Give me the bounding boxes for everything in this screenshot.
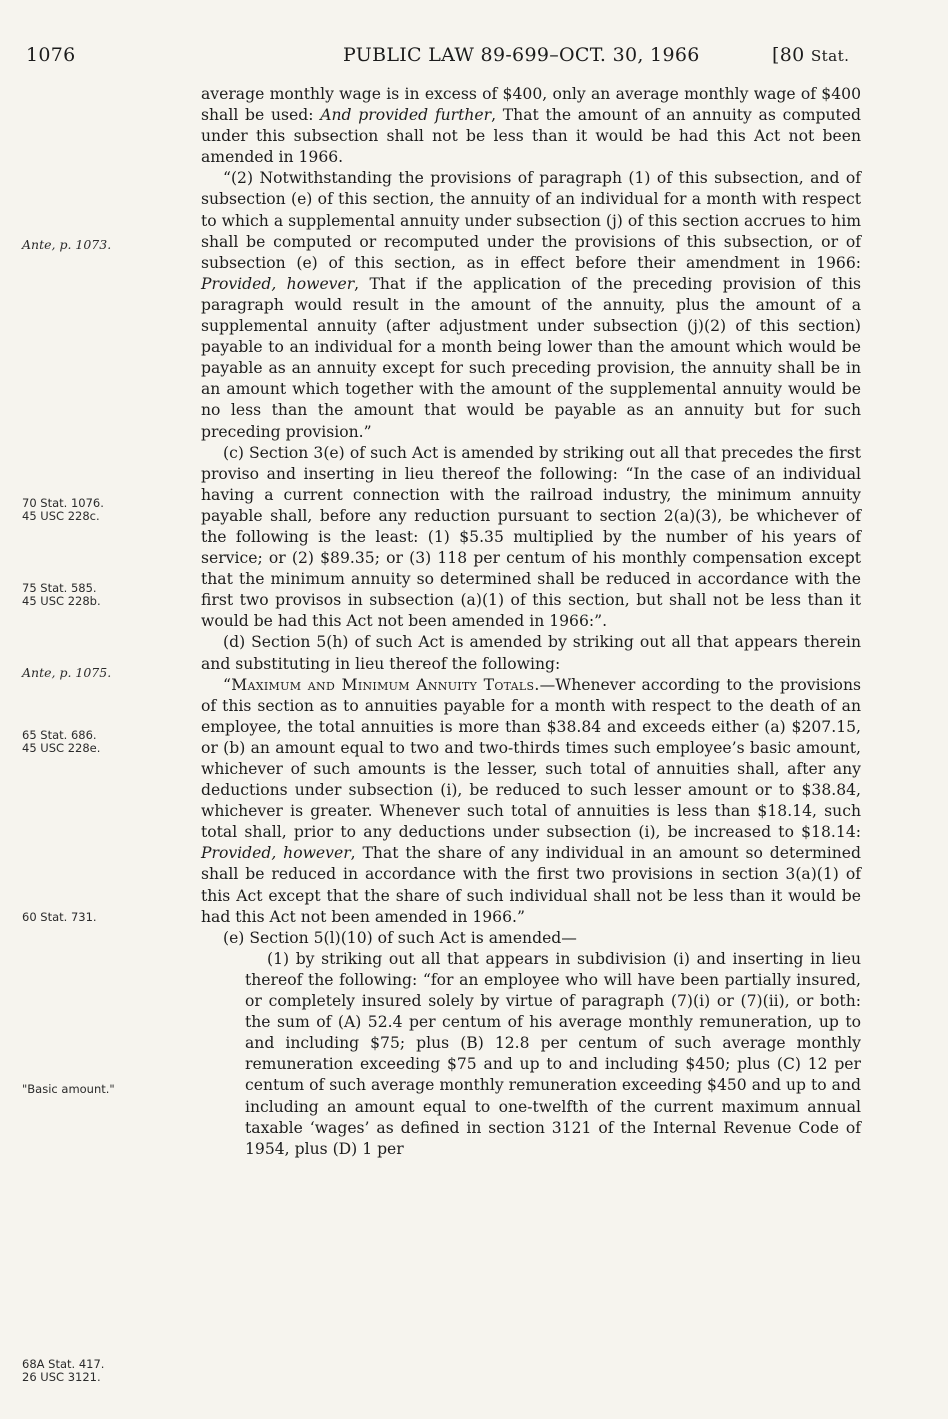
volume-reference: [80 Stat.	[772, 44, 850, 66]
margin-note-ante-1075: Ante, p. 1075.	[22, 665, 112, 680]
margin-note-ante-1073: Ante, p. 1073.	[22, 237, 112, 252]
section-heading: “Maximum and Minimum Annuity Totals.	[223, 675, 540, 694]
paragraph-2-notwithstanding: “(2) Notwithstanding the provisions of paragraph (1) of this subsection, and of subsection (e) of this section, the annuity of an individual for a month with respect to which a supplemental annuity under subsection (j) of this section accrues to him shall be computed or recomputed under the provisions of this subsection, or of subsection (e) of this section, as in effect before their amendment in 1966: Provided, however, That if the application of the preceding provision of this paragraph would result in the amount of the annuity, plus the amount of a supplemental annuity (after adjustment under subsection (j)(2) of this section) payable to an individual for a month being lower than the amount which would be payable as an annuity except for such preceding provision, the annuity shall be in an amount which together with the amount of the supplemental annuity would be no less than the amount that would be payable as an annuity but for such preceding provision.”	[201, 169, 861, 441]
margin-note-70-stat-1076: 70 Stat. 1076. 45 USC 228c.	[22, 496, 104, 523]
paragraph-subdivision-1: (1) by striking out all that appears in subdivision (i) and inserting in lieu thereof the following: “for an employee who will have been partially insured, or completely insured solely by virtue of paragraph (7)(i) or (7)(ii), or both: the sum of (A) 52.4 per centum of his average monthly remuneration, up to and including $75; plus (B) 12.8 per centum of such average monthly remuneration exceeding $75 and up to and including $450; plus (C) 12 per centum of such average monthly remuneration exceeding $450 and up to and including an amount equal to one-twelfth of the current maximum annual taxable ‘wages’ as defined in section 3121 of the Internal Revenue Code of 1954, plus (D) 1 per	[245, 949, 861, 1158]
paragraph-maximum-minimum-totals: “Maximum and Minimum Annuity Totals.—Whenever according to the provisions of this section as to annuities payable for a month with respect to the death of an employee, the total annuities is more than $38.84 and exceeds either (a) $207.15, or (b) an amount equal to two and two-thirds times such employee’s basic amount, whichever of such amounts is the lesser, such total of annuities shall, after any deductions under subsection (i), be reduced to such lesser amount or to $38.84, whichever is greater. Whenever such total of annuities is less than $18.14, such total shall, prior to any deductions under subsection (i), be increased to $18.14: Provided, however, That the share of any individual in an amount so determined shall be reduced in accordance with the first two provisions in section 3(a)(1) of this Act except that the share of such individual shall not be less than it would be had this Act not been amended in 1966.”	[201, 675, 861, 926]
statute-text	[201, 84, 861, 1160]
paragraph-c-section-3e: (c) Section 3(e) of such Act is amended by striking out all that precedes the first proviso and inserting in lieu thereof the following: “In the case of an individual having a current connection with the railroad industry, the minimum annuity payable shall, before any reduction pursuant to section 2(a)(3), be whichever of the following is the least: (1) $5.35 multiplied by the number of his years of service; or (2) $89.35; or (3) 118 per centum of his monthly compensation except that the minimum annuity so determined shall be reduced in accordance with the first two provisos in subsection (a)(1) of this section, but shall not be less than it would be had this Act not been amended in 1966:”.	[201, 443, 861, 631]
paragraph-d-section-5h: (d) Section 5(h) of such Act is amended by striking out all that appears therein and substituting in lieu thereof the following:	[201, 633, 861, 673]
margin-note-60-stat-731: 60 Stat. 731.	[22, 910, 97, 924]
margin-note-68a-stat-417: 68A Stat. 417. 26 USC 3121.	[22, 1357, 105, 1384]
margin-note-75-stat-585: 75 Stat. 585. 45 USC 228b.	[22, 581, 101, 608]
paragraph-average-wage: average monthly wage is in excess of $400, only an average monthly wage of $400 shall be used: And provided further, That the amount of an annuity as computed under this subsection shall not be less than it would be had this Act not been amended in 1966.	[201, 85, 861, 167]
margin-note-65-stat-686: 65 Stat. 686. 45 USC 228e.	[22, 728, 101, 755]
paragraph-e-section-5l10: (e) Section 5(l)(10) of such Act is amended—	[223, 928, 577, 947]
margin-note-basic-amount: "Basic amount."	[22, 1082, 115, 1096]
page-number: 1076	[26, 44, 76, 66]
running-title: PUBLIC LAW 89-699–OCT. 30, 1966	[343, 44, 700, 66]
